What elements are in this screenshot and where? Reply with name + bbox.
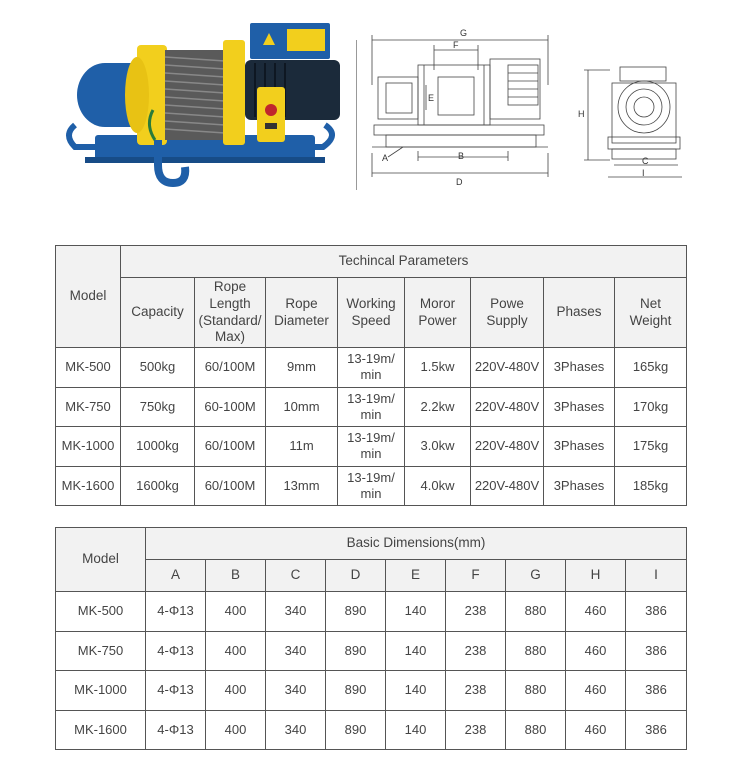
table-cell: 400: [206, 671, 266, 711]
table-row: [56, 466, 687, 506]
table-cell: 185kg: [615, 466, 687, 506]
col-header-dimension: C: [266, 560, 326, 592]
table-cell: 3.0kw: [405, 427, 471, 467]
table-row: [56, 387, 687, 427]
table-cell: 386: [626, 710, 687, 750]
table-cell: 460: [566, 592, 626, 632]
col-header-power-supply: Powe Supply: [471, 278, 544, 348]
table-cell: 220V-480V: [471, 348, 544, 388]
col-header-dimension: H: [566, 560, 626, 592]
table-cell: 238: [446, 710, 506, 750]
table-row: [56, 592, 687, 632]
table-cell: 13-19m/ min: [338, 387, 405, 427]
table-cell: 460: [566, 710, 626, 750]
col-header-dimension: D: [326, 560, 386, 592]
table-cell: 220V-480V: [471, 427, 544, 467]
table-cell: 340: [266, 710, 326, 750]
table-cell: 13-19m/ min: [338, 348, 405, 388]
basic-dimensions-table: [55, 527, 687, 750]
col-header-dimension: E: [386, 560, 446, 592]
drawing-divider: [356, 40, 357, 190]
table-cell: 2.2kw: [405, 387, 471, 427]
table-cell: 13-19m/ min: [338, 466, 405, 506]
col-header-dimension: I: [626, 560, 687, 592]
table-cell: 140: [386, 710, 446, 750]
table-cell: 340: [266, 631, 326, 671]
table-cell: 386: [626, 592, 687, 632]
table-cell: 386: [626, 631, 687, 671]
table-cell: 60/100M: [195, 466, 266, 506]
col-header-dimension: A: [146, 560, 206, 592]
table-cell: 11m: [266, 427, 338, 467]
model-cell: MK-1000: [56, 671, 146, 711]
table-cell: 400: [206, 631, 266, 671]
table-cell: 1000kg: [121, 427, 195, 467]
table-cell: 13mm: [266, 466, 338, 506]
table-cell: 3Phases: [544, 387, 615, 427]
dim-label-d: D: [456, 177, 463, 187]
winch-product-photo: [55, 15, 355, 190]
col-header-dimension: B: [206, 560, 266, 592]
model-header: Model: [56, 246, 121, 348]
side-dimension-drawing: [578, 45, 693, 180]
table-cell: 460: [566, 671, 626, 711]
table-cell: 220V-480V: [471, 387, 544, 427]
basic-dimensions-title: Basic Dimensions(mm): [146, 528, 687, 560]
col-header-net-weight: Net Weight: [615, 278, 687, 348]
model-cell: MK-500: [56, 348, 121, 388]
table-cell: 890: [326, 671, 386, 711]
table-cell: 4-Φ13: [146, 710, 206, 750]
col-header-working-speed: Working Speed: [338, 278, 405, 348]
model-cell: MK-1000: [56, 427, 121, 467]
table-cell: 3Phases: [544, 466, 615, 506]
table-cell: 500kg: [121, 348, 195, 388]
table-cell: 386: [626, 671, 687, 711]
table-cell: 340: [266, 671, 326, 711]
table-row: [56, 671, 687, 711]
col-header-dimension: G: [506, 560, 566, 592]
table-cell: 238: [446, 671, 506, 711]
col-header-rope-length: Rope Length (Standard/ Max): [195, 278, 266, 348]
front-dimension-drawing: [358, 25, 558, 190]
table-cell: 238: [446, 592, 506, 632]
table-cell: 890: [326, 631, 386, 671]
table-cell: 880: [506, 631, 566, 671]
model-cell: MK-1600: [56, 466, 121, 506]
table-cell: 220V-480V: [471, 466, 544, 506]
table-row: [56, 710, 687, 750]
table-cell: 140: [386, 671, 446, 711]
table-cell: 890: [326, 592, 386, 632]
table-cell: 750kg: [121, 387, 195, 427]
dim-label-c: C: [642, 156, 649, 166]
table-cell: 1600kg: [121, 466, 195, 506]
table-cell: 880: [506, 671, 566, 711]
model-cell: MK-750: [56, 631, 146, 671]
table-row: [56, 427, 687, 467]
technical-parameters-table: [55, 245, 687, 506]
table-row: [56, 348, 687, 388]
col-header-capacity: Capacity: [121, 278, 195, 348]
table-cell: 880: [506, 592, 566, 632]
table-cell: 3Phases: [544, 427, 615, 467]
dim-label-h: H: [578, 109, 585, 119]
dim-label-g: G: [460, 28, 468, 38]
table-cell: 4-Φ13: [146, 631, 206, 671]
model-cell: MK-500: [56, 592, 146, 632]
table-row: [56, 631, 687, 671]
col-header-dimension: F: [446, 560, 506, 592]
dim-label-i: I: [642, 168, 645, 178]
col-header-rope-diameter: Rope Diameter: [266, 278, 338, 348]
table-cell: 140: [386, 592, 446, 632]
table-cell: 890: [326, 710, 386, 750]
dim-label-f: F: [453, 40, 459, 50]
table-cell: 4-Φ13: [146, 592, 206, 632]
table-cell: 60-100M: [195, 387, 266, 427]
dim-label-e: E: [428, 93, 435, 103]
table-cell: 340: [266, 592, 326, 632]
table-cell: 880: [506, 710, 566, 750]
table-cell: 3Phases: [544, 348, 615, 388]
dim-label-b: B: [458, 151, 465, 161]
table-cell: 140: [386, 631, 446, 671]
table-cell: 170kg: [615, 387, 687, 427]
dim-label-a: A: [382, 153, 389, 163]
table-cell: 4-Φ13: [146, 671, 206, 711]
table-cell: 9mm: [266, 348, 338, 388]
technical-parameters-title: Techincal Parameters: [121, 246, 687, 278]
col-header-phases: Phases: [544, 278, 615, 348]
table-cell: 238: [446, 631, 506, 671]
table-cell: 400: [206, 592, 266, 632]
table-cell: 10mm: [266, 387, 338, 427]
col-header-motor-power: Moror Power: [405, 278, 471, 348]
model-cell: MK-1600: [56, 710, 146, 750]
table-cell: 4.0kw: [405, 466, 471, 506]
table-cell: 165kg: [615, 348, 687, 388]
model-cell: MK-750: [56, 387, 121, 427]
table-cell: 13-19m/ min: [338, 427, 405, 467]
model-header: Model: [56, 528, 146, 592]
table-cell: 1.5kw: [405, 348, 471, 388]
table-cell: 175kg: [615, 427, 687, 467]
table-cell: 400: [206, 710, 266, 750]
table-cell: 460: [566, 631, 626, 671]
table-cell: 60/100M: [195, 427, 266, 467]
table-cell: 60/100M: [195, 348, 266, 388]
